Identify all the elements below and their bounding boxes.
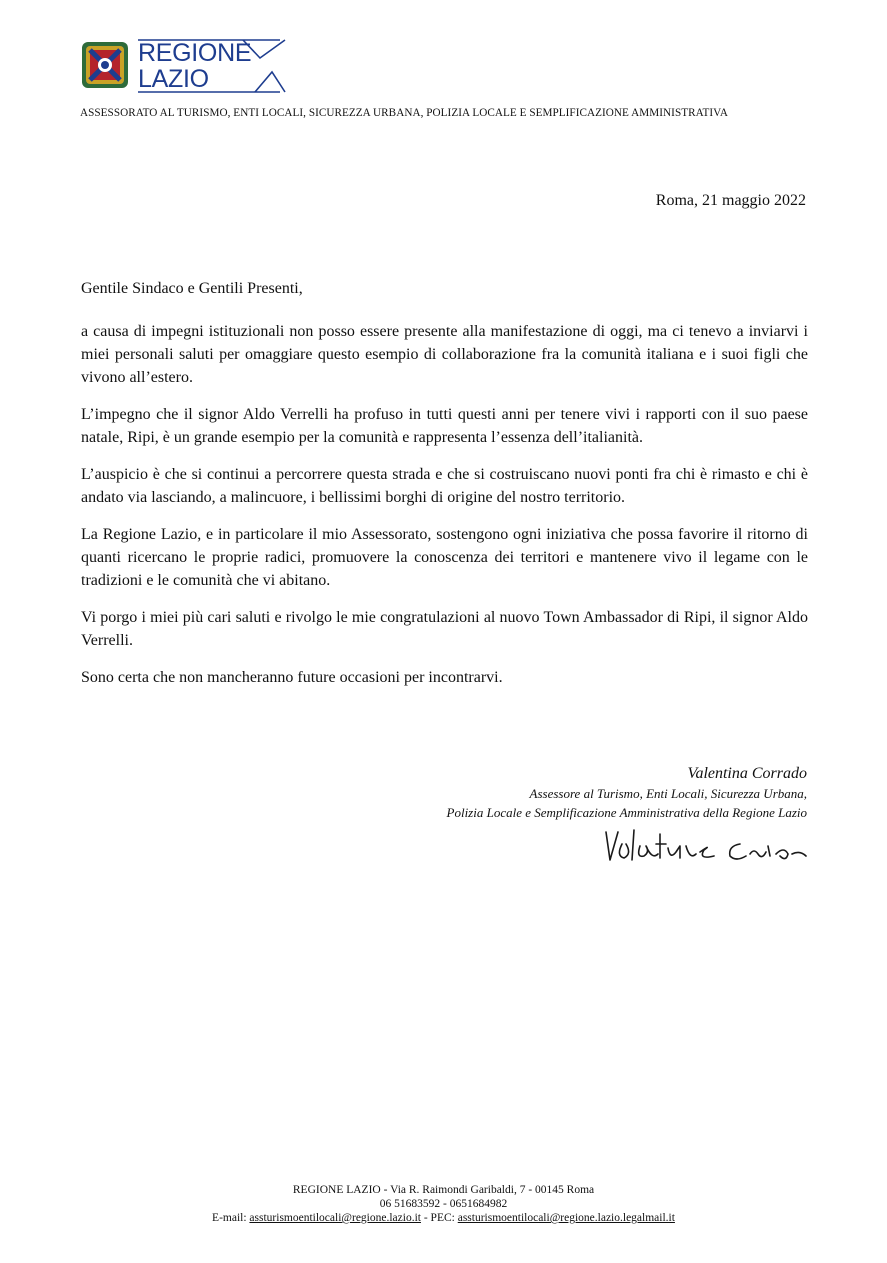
footer-phones: 06 51683592 - 0651684982	[379, 1198, 508, 1210]
logo-line-1: REGIONE	[138, 39, 252, 67]
paragraph: La Regione Lazio, e in particolare il mio Assessorato, sostengono ogni iniziativa che possa favorire il ritorno di quanti ricercano le proprie radici, promuovere la conoscenza dei territori e mantenere vivo il legame con le tradizioni e le comunità che vi abitano.	[81, 526, 808, 589]
signature-block	[387, 764, 807, 822]
handwritten-signature	[600, 826, 815, 868]
paragraph: a causa di impegni istituzionali non posso essere presente alla manifestazione di oggi, ma ci tenevo a inviarvi i miei personali saluti per omaggiare questo esempio di collaborazione fra la comunità italiana e i suoi figli che vivono all’estero.	[81, 323, 808, 386]
paragraph: L’auspicio è che si continui a percorrere questa strada e che si costruiscano nuovi ponti fra chi è rimasto e chi è andato via lasciando, a malincuore, i bellissimi borghi di origine del nostro territorio.	[81, 466, 808, 506]
letter-footer	[0, 1183, 887, 1225]
paragraph: Vi porgo i miei più cari saluti e rivolgo le mie congratulazioni al nuovo Town Ambassador di Ripi, il signor Aldo Verrelli.	[81, 609, 808, 649]
footer-contacts	[0, 1211, 887, 1225]
letter-body	[81, 320, 808, 703]
logo-line-2: LAZIO	[138, 65, 209, 93]
email-link[interactable]: assturismoentilocali@regione.lazio.it	[249, 1212, 421, 1224]
pec-label: - PEC:	[420, 1212, 455, 1224]
signatory-name: Valentina Corrado	[687, 765, 807, 782]
department-heading: ASSESSORATO AL TURISMO, ENTI LOCALI, SICUREZZA URBANA, POLIZIA LOCALE E SEMPLIFICAZIONE AMMINISTRATIVA	[80, 107, 728, 119]
footer-address: REGIONE LAZIO - Via R. Raimondi Garibaldi, 7 - 00145 Roma	[292, 1184, 595, 1196]
signatory-role-line-2: Polizia Locale e Semplificazione Amministrativa della Regione Lazio	[446, 805, 807, 820]
letter-date: Roma, 21 maggio 2022	[655, 192, 806, 209]
regione-lazio-logo	[80, 38, 290, 94]
pec-link[interactable]: assturismoentilocali@regione.lazio.legalmail.it	[457, 1212, 675, 1224]
email-label: E-mail:	[212, 1212, 247, 1224]
paragraph: Sono certa che non mancheranno future occasioni per incontrarvi.	[81, 669, 503, 686]
signatory-role-line-1: Assessore al Turismo, Enti Locali, Sicurezza Urbana,	[529, 786, 807, 801]
logo-wordmark	[138, 41, 251, 93]
paragraph: L’impegno che il signor Aldo Verrelli ha profuso in tutti questi anni per tenere vivi i rapporti con il suo paese natale, Ripi, è un grande esempio per la comunità e rappresenta l’essenza dell’italianità.	[81, 406, 808, 446]
salutation: Gentile Sindaco e Gentili Presenti,	[81, 280, 303, 297]
